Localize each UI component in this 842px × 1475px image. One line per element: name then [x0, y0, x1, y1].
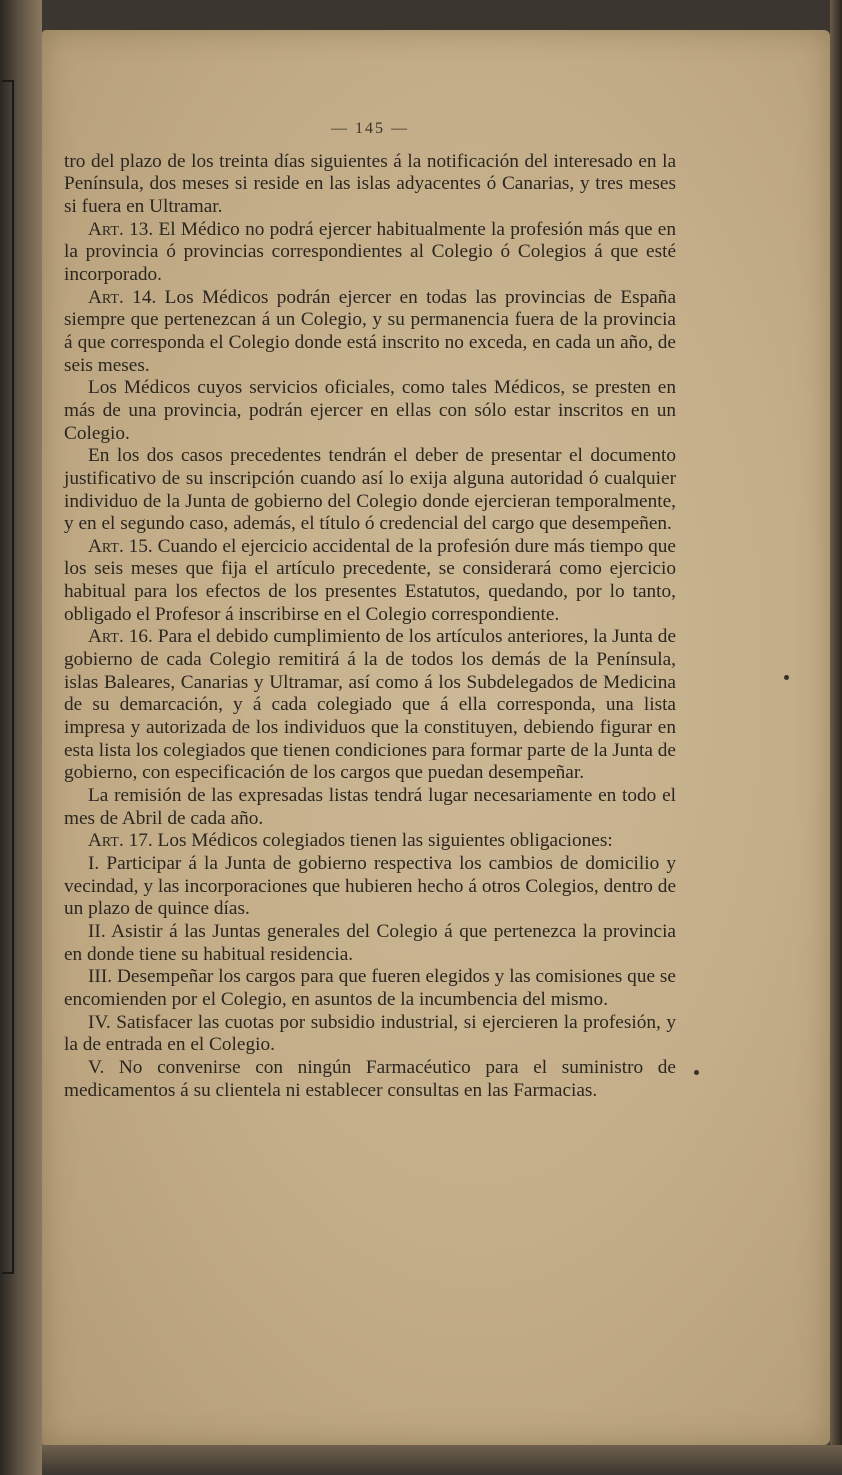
paragraph [64, 966, 676, 1011]
ink-speck [694, 1070, 699, 1075]
paragraph [64, 445, 676, 536]
paragraph-text: tro del plazo de los treinta días siguientes á la notificación del interesado en la Península, dos meses si reside en las islas adyacentes ó Canarias, y tres meses si fuera en Ultramar. [64, 150, 676, 217]
paragraph [64, 830, 676, 853]
paragraph [64, 377, 676, 445]
paragraph-text: La remisión de las expresadas listas tendrá lugar necesariamente en todo el mes de Abril de cada año. [64, 785, 676, 829]
book-right-edge [830, 0, 842, 1475]
article-label: Art. 17. [88, 830, 153, 852]
adjacent-page-frame [2, 80, 14, 1274]
paragraph [64, 1012, 676, 1057]
paragraph [64, 1057, 676, 1102]
paragraph-text: Para el debido cumplimiento de los artículos anteriores, la Junta de gobierno de cada Colegio remitirá á la de todos los demás de la Península, islas Baleares, Canarias y Ultramar, así como á los Subdelegados de Medicina de su demarcación, y á cada colegiado que á ella corresponda, una lista impresa y autorizada de los individuos que la constituyen, debiendo figurar en esta lista los colegiados que tienen condiciones para formar parte de la Junta de gobierno, con especificación de los cargos que puedan desempeñar. [64, 626, 676, 784]
paragraph [64, 921, 676, 966]
paragraph-text: Cuando el ejercicio accidental de la profesión dure más tiempo que los seis meses que fija el artículo precedente, se considerará como ejercicio habitual para los efectos de los presentes Estatutos, quedando, por lo tanto, obligado el Profesor á inscribirse en el Colegio correspondiente. [64, 535, 676, 625]
paragraph [64, 785, 676, 830]
page-number: — 145 — [331, 120, 409, 137]
page-text [64, 118, 676, 1102]
paragraph-text: Los Médicos cuyos servicios oficiales, como tales Médicos, se presten en más de una provincia, podrán ejercer en ellas con sólo estar inscritos en un Colegio. [64, 377, 676, 444]
paragraph-text: El Médico no podrá ejercer habitualmente la profesión más que en la provincia ó provincias correspondientes al Colegio ó Colegios á que esté incorporado. [64, 218, 676, 285]
paragraph-text: V. No convenirse con ningún Farmacéutico para el suministro de medicamentos á su clientela ni establecer consultas en las Farmacias. [64, 1056, 676, 1101]
paragraph-text: Los Médicos colegiados tienen las siguientes obligaciones: [152, 830, 613, 852]
paragraph-list [64, 151, 676, 1103]
paragraph-text: En los dos casos precedentes tendrán el deber de presentar el documento justificativo de su inscripción cuando así lo exija alguna autoridad ó cualquier individuo de la Junta de gobierno del Colegio donde ejercieran temporalmente, y en el segundo caso, además, el título ó credencial del cargo que desempeñen. [64, 445, 676, 535]
paragraph [64, 536, 676, 627]
article-label: Art. 13. [88, 218, 154, 240]
paragraph-text: III. Desempeñar los cargos para que fueren elegidos y las comisiones que se encomienden por el Colegio, en asuntos de la incumbencia del mismo. [64, 966, 676, 1010]
article-label: Art. 14. [88, 286, 157, 308]
paragraph [64, 219, 676, 287]
paragraph [64, 287, 676, 378]
article-label: Art. 16. [88, 626, 153, 648]
paragraph-text: IV. Satisfacer las cuotas por subsidio industrial, si ejercieren la profesión, y la de entrada en el Colegio. [64, 1011, 676, 1056]
paragraph-text: II. Asistir á las Juntas generales del Colegio á que pertenezca la provincia en donde tiene su habitual residencia. [64, 920, 676, 965]
paragraph [64, 626, 676, 785]
paragraph [64, 151, 676, 219]
article-label: Art. 15. [88, 535, 153, 557]
ink-speck [784, 675, 789, 680]
paragraph-text: I. Participar á la Junta de gobierno respectiva los cambios de domicilio y vecindad, y las incorporaciones que hubieren hecho á otros Colegios, dentro de un plazo de quince días. [64, 853, 676, 920]
book-left-edge [0, 0, 42, 1475]
paragraph [64, 853, 676, 921]
paragraph-text: Los Médicos podrán ejercer en todas las provincias de España siempre que pertenezcan á un Colegio, y su permanencia fuera de la provincia á que corresponda el Colegio donde está inscrito no exceda, en cada un año, de seis meses. [64, 286, 677, 376]
book-bottom-edge [42, 1445, 842, 1475]
